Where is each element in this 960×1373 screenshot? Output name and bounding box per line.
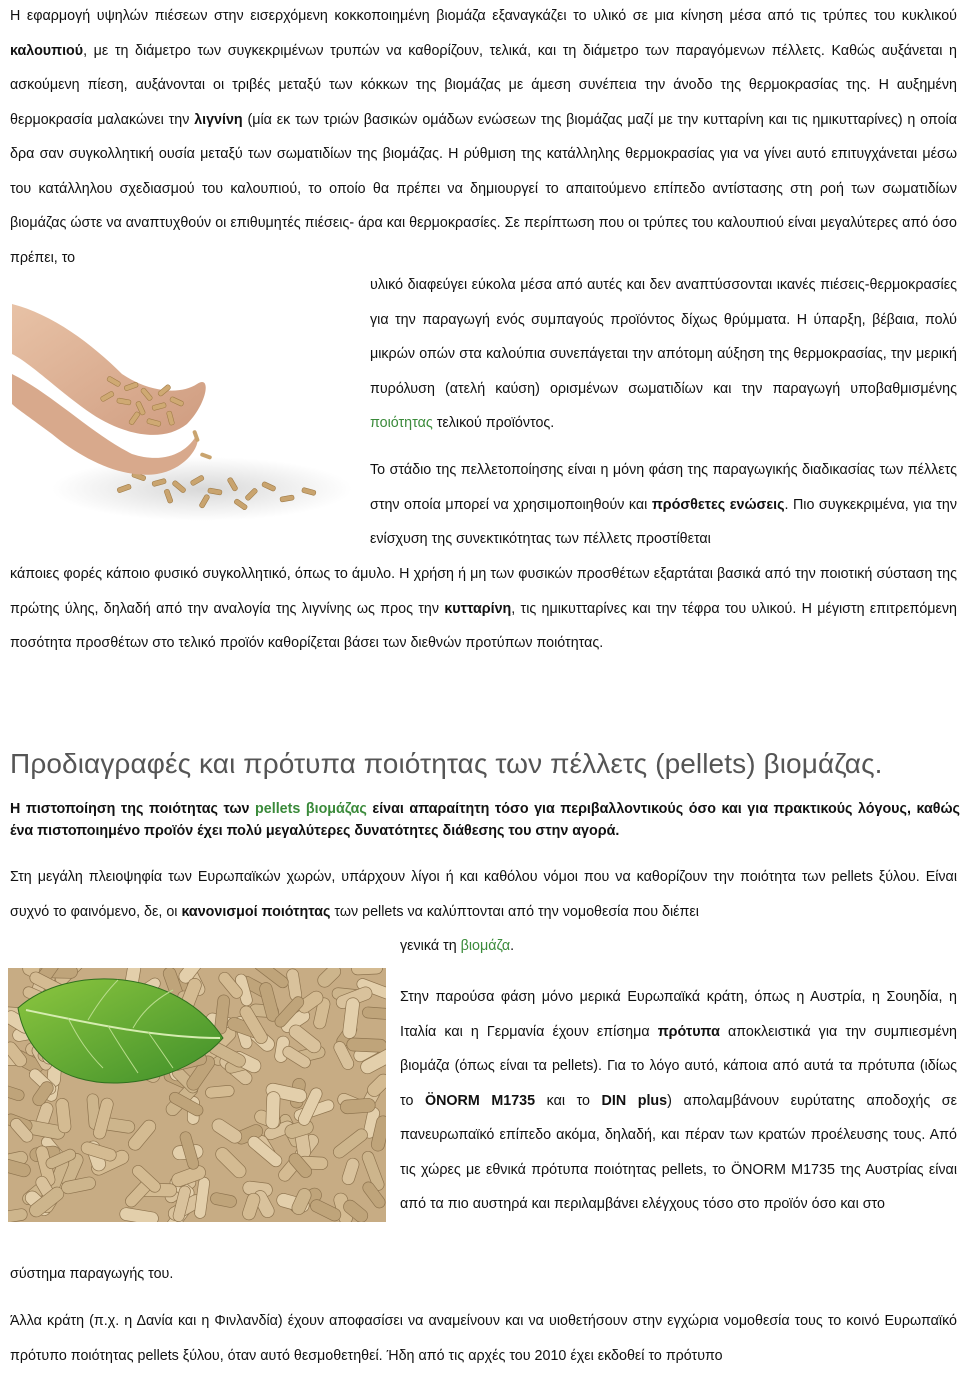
paragraph-certification bbox=[10, 798, 960, 842]
paragraph-pelletizing-pressure bbox=[10, 0, 957, 275]
leaf-pellets-illustration bbox=[8, 968, 386, 1222]
pellet bbox=[351, 968, 383, 975]
paragraph-other-states: Άλλα κράτη (π.χ. η Δανία και η Φινλανδία) έχουν αποφασίσει να αναμείνουν και να υιοθετήσουν στην εγχώρια νομοθεσία τους το κοινό Ευρωπαϊκό πρότυπο ποιότητας pellets ξύλου, όταν αυτό θεσμοθετηθεί. Ήδη από τις αρχές του 2010 έχει εκδοθεί το πρότυπο bbox=[10, 1313, 957, 1364]
pellet bbox=[266, 1091, 281, 1129]
text-run: των pellets να καλύπτονται από την νομοθεσία που διέπει bbox=[330, 903, 699, 920]
leaf-on-pellets-image bbox=[8, 968, 386, 1222]
text-run: ) απολαμβάνουν ευρύτατης αποδοχής σε πανευρωπαϊκό επίπεδο ακόμα, δηλαδή, και πέραν των κρατών προέλευσης τους. Από τις χώρες με εθνικά πρότυπα ποιότητας pellets, το ÖNORM M1735 της Αυστρίας είναι από τα πιο αυστηρά και περιλαμβάνει ελέγχους τόσο στο προϊόν όσο και στο bbox=[400, 1092, 958, 1212]
term-cellulose: κυτταρίνη bbox=[444, 600, 512, 617]
text-run: Στην παρούσα φάση μόνο μερικά Ευρωπαϊκά κράτη, όπως η Αυστρία, η Σουηδία, η Ιταλία και η Γερμανία έχουν επίσημα bbox=[400, 989, 957, 1040]
link-quality[interactable]: ποιότητας bbox=[370, 415, 433, 431]
text-run: υλικό διαφεύγει εύκολα μέσα από αυτές και δεν αναπτύσσονται ικανές πιέσεις-θερμοκρασίες για την παραγωγή ενός συμπαγούς προϊόντος δίχως θρύμματα. Η ύπαρξη, βέβαια, πολύ μικρών οπών στα καλούπια συνεπάγεται την απότομη αύξηση της θερμοκρασίας, την μερική πυρόλυση (ατελή καύση) ορισμένων σωματιδίων και την παραγωγή υποβαθμισμένης bbox=[370, 277, 957, 397]
pellet bbox=[362, 1007, 386, 1020]
hands-with-pellets-image bbox=[12, 284, 352, 524]
paragraph-national-standards bbox=[400, 980, 957, 1222]
text-run: Το στάδιο της πελλετοποίησης είναι η μόνη φάση της παραγωγικής διαδικασίας των πέλλετς στην οποία μπορεί να χρησιμοποιηθούν και bbox=[370, 462, 957, 513]
text-run: , τις ημικυτταρίνες και την τέφρα του υλικού. Η μέγιστη επιτρεπόμενη ποσότητα προσθέτων στο τελικό προϊόν καθορίζεται βάσει των διεθνών προτύπων ποιότητας. bbox=[10, 600, 957, 651]
link-biomass-2[interactable]: βιομάζα bbox=[460, 938, 511, 954]
text-run: . Πιο συγκεκριμένα, για την ενίσχυση της συνεκτικότητας των πέλλετς προστίθεται bbox=[370, 496, 957, 547]
pellet bbox=[205, 1085, 235, 1099]
text-run: αποκλειστικά για την συμπιεσμένη βιομάζα (όπως είναι τα pellets). Για το λόγο αυτό, κάποια από αυτά τα πρότυπα (ιδίως το bbox=[400, 1023, 957, 1109]
hands-pellets-illustration bbox=[12, 284, 352, 524]
link-pellets[interactable]: pellets bbox=[255, 801, 301, 817]
term-lignin: λιγνίνη bbox=[194, 111, 243, 128]
text-run: Στη μεγάλη πλειοψηφία των Ευρωπαϊκών χωρών, υπάρχουν λίγοι ή και καθόλου νόμοι που να καθορίζουν την ποιότητα των pellets ξύλου. Είναι συχνό το φαινόμενο, δε, οι bbox=[10, 869, 957, 920]
paragraph-european-laws-end bbox=[400, 929, 957, 964]
text-run: Η εφαρμογή υψηλών πιέσεων στην εισερχόμενη κοκκοποιημένη βιομάζα εξαναγκάζει το υλικό σε μια κίνηση μέσα από τις τρύπες του κυκλικού bbox=[10, 8, 957, 24]
text-run: . bbox=[510, 938, 515, 954]
paragraph-national-standards-end: σύστημα παραγωγής του. bbox=[10, 1266, 174, 1282]
text-run: γενικά τη bbox=[400, 938, 461, 954]
text-run: είναι απαραίτητη τόσο για περιβαλλοντικούς όσο και για πρακτικούς λόγους, καθώς ένα πιστοποιημένο προϊόν έχει πολύ μεγαλύτερες δυνατότητες διάθεσης του στην αγορά. bbox=[10, 801, 960, 839]
paragraph-european-laws bbox=[10, 860, 957, 929]
term-onorm: ÖNORM M1735 bbox=[424, 1092, 536, 1109]
pellet bbox=[346, 1038, 386, 1053]
paragraph-mould-holes bbox=[370, 268, 957, 441]
pellet bbox=[340, 1098, 376, 1114]
term-standards: πρότυπα bbox=[657, 1023, 720, 1040]
paragraph-additives bbox=[370, 453, 957, 557]
text-run: , με τη διάμετρο των συγκεκριμένων τρυπών να καθορίζουν, τελικά, και τη διάμετρο των παραγόμενων πέλλετς. Καθώς αυξάνεται η ασκούμενη πίεση, αυξάνονται οι τριβές μεταξύ των κόκκων της βιομάζας με άμεση συνέπεια την άνοδο της θερμοκρασίας της. Η αυξημένη θερμοκρασία μαλακώνει την bbox=[10, 42, 957, 128]
text-run: Η πιστοποίηση της ποιότητας των bbox=[10, 801, 256, 817]
term-mould: καλουπιού bbox=[10, 42, 84, 59]
text-run: (μία εκ των τριών βασικών ομάδων ενώσεων της βιομάζας μαζί με την κυτταρίνη και τις ημικυτταρίνες) η οποία δρα σαν συγκολλητική ουσία μεταξύ των σωματιδίων της βιομάζας. Η ρύθμιση της κατάλληλης θερμοκρασίας για να γίνει αυτό επιτυγχάνεται μέσω του κατάλληλου σχεδιασμού του καλουπιού, το οποίο θα πρέπει να δημιουργεί το απαιτούμενο επίπεδο αντίστασης στη ροή των σωματιδίων βιομάζας ώστε να αναπτυχθούν οι επιθυμητές πιέσεις- άρα και θερμοκρασίες. Σε περίπτωση που οι τρύπες του καλουπιού είναι μεγαλύτερες από όσο πρέπει, το bbox=[10, 111, 957, 266]
term-additives: πρόσθετες ενώσεις bbox=[651, 496, 785, 513]
section-heading: Προδιαγραφές και πρότυπα ποιότητας των πέλλετς (pellets) βιομάζας. bbox=[10, 748, 883, 779]
text-run: τελικού προϊόντος. bbox=[432, 415, 555, 431]
text-run: και το bbox=[535, 1092, 602, 1109]
paragraph-natural-binders bbox=[10, 557, 957, 661]
link-biomass[interactable]: βιομάζας bbox=[305, 801, 367, 817]
text-run: κάποιες φορές κάποιο φυσικό συγκολλητικό, όπως το άμυλο. Η χρήση ή μη των φυσικών προσθέτων εξαρτάται βασικά από την ποιοτική σύσταση της πρώτης ύλης, δηλαδή από την αναλογία της λιγνίνης ως προς την bbox=[10, 566, 957, 617]
term-quality-regulations: κανονισμοί ποιότητας bbox=[181, 903, 331, 920]
term-din-plus: DIN plus bbox=[601, 1092, 668, 1109]
